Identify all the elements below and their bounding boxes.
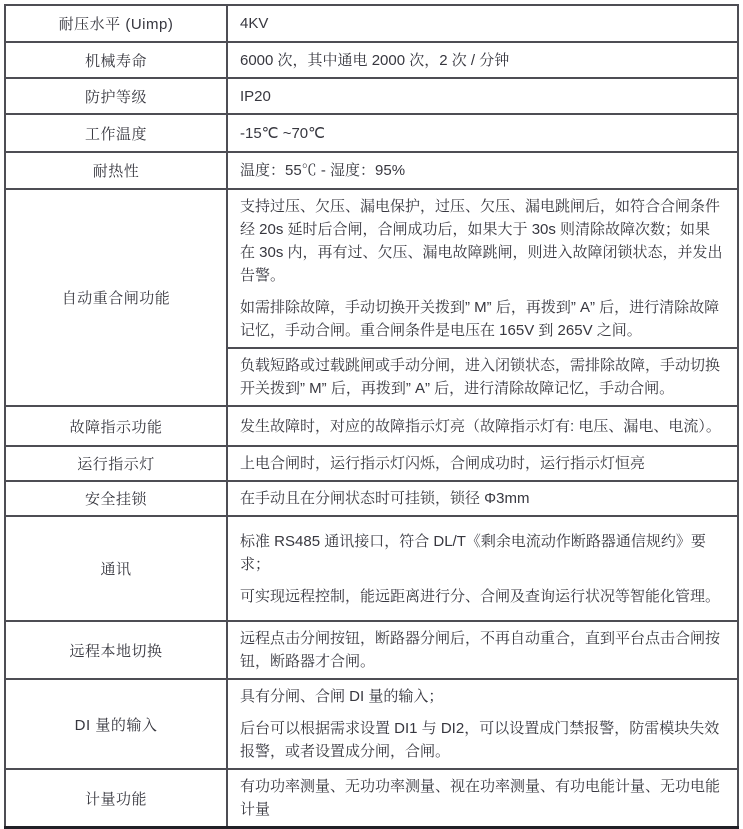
spec-value: [227, 348, 738, 406]
spec-value: [227, 189, 738, 348]
spec-paragraph: 发生故障时，对应的故障指示灯亮（故障指示灯有: 电压、漏电、电流）。: [240, 417, 721, 435]
spec-label: 安全挂锁: [5, 481, 227, 516]
table-row: [5, 42, 738, 78]
spec-label: 运行指示灯: [5, 446, 227, 481]
spec-label: 工作温度: [5, 114, 227, 152]
spec-paragraph: 温度：55℃ - 湿度：95%: [240, 162, 406, 179]
spec-label: 远程本地切换: [5, 621, 227, 679]
spec-paragraph: 标准 RS485 通讯接口，符合 DL/T《剩余电流动作断路器通信规约》要求；: [240, 532, 706, 573]
spec-value: [227, 42, 738, 78]
table-row: [5, 621, 738, 679]
spec-value: [227, 152, 738, 189]
table-row: [5, 152, 738, 189]
spec-paragraph: 后台可以根据需求设置 DI1 与 DI2，可以设置成门禁报警，防雷模块失效报警，或者设置成分闸，合闸。: [240, 720, 720, 760]
spec-label: 耐压水平 (Uimp): [5, 5, 227, 42]
spec-value: [227, 406, 738, 446]
spec-label: 通讯: [5, 516, 227, 621]
spec-value: [227, 446, 738, 481]
spec-value: [227, 78, 738, 114]
spec-value: [227, 621, 738, 679]
table-row: [5, 5, 738, 42]
table-row: [5, 78, 738, 114]
spec-paragraph: 支持过压、欠压、漏电保护，过压、欠压、漏电跳闸后，如符合合闸条件经 20s 延时后合闸，合闸成功后，如果大于 30s 则清除故障次数；如果在 30s 内，再有过、欠压、漏电故障跳闸，则进入故障闭锁状态，并发出告警。: [240, 198, 723, 284]
spec-paragraph: 上电合闸时，运行指示灯闪烁，合闸成功时，运行指示灯恒亮: [240, 455, 646, 472]
spec-value: [227, 516, 738, 621]
spec-label: 防护等级: [5, 78, 227, 114]
table-row: [5, 446, 738, 481]
spec-paragraph: 具有分闸、合闸 DI 量的输入；: [240, 688, 444, 705]
table-row: [5, 406, 738, 446]
table-row: [5, 679, 738, 769]
table-row: [5, 189, 738, 348]
spec-value: [227, 481, 738, 516]
spec-paragraph: 远程点击分闸按钮，断路器分闸后，不再自动重合，直到平台点击合闸按钮，断路器才合闸。: [240, 630, 721, 670]
spec-value: [227, 114, 738, 152]
spec-value: [227, 769, 738, 828]
spec-value: [227, 679, 738, 769]
spec-paragraph: 有功功率测量、无功功率测量、视在功率测量、有功电能计量、无功电能计量: [240, 778, 721, 818]
spec-label: 机械寿命: [5, 42, 227, 78]
table-row: [5, 481, 738, 516]
spec-paragraph: 在手动且在分闸状态时可挂锁，锁径 Φ3mm: [240, 490, 530, 507]
spec-paragraph: 4KV: [240, 15, 269, 32]
spec-paragraph: -15℃ ~70℃: [240, 124, 325, 142]
spec-table: [4, 4, 739, 829]
spec-paragraph: 如需排除故障，手动切换开关拨到” M” 后，再拨到” A” 后，进行清除故障记忆，手动合闸。重合闸条件是电压在 165V 到 265V 之间。: [240, 299, 720, 339]
table-row: [5, 114, 738, 152]
spec-value: [227, 5, 738, 42]
spec-paragraph: 负载短路或过载跳闸或手动分闸，进入闭锁状态，需排除故障，手动切换开关拨到” M” 后，再拨到” A” 后，进行清除故障记忆，手动合闸。: [240, 357, 721, 397]
spec-label: 计量功能: [5, 769, 227, 828]
spec-paragraph: IP20: [240, 87, 271, 105]
spec-label: 故障指示功能: [5, 406, 227, 446]
table-row: [5, 516, 738, 621]
spec-label: 自动重合闸功能: [5, 189, 227, 406]
spec-table-body: [5, 5, 738, 828]
spec-label: 耐热性: [5, 152, 227, 189]
spec-paragraph: 可实现远程控制，能远距离进行分、合闸及查询运行状况等智能化管理。: [240, 587, 721, 605]
spec-label: DI 量的输入: [5, 679, 227, 769]
spec-paragraph: 6000 次，其中通电 2000 次，2 次 / 分钟: [240, 51, 510, 69]
table-row: [5, 769, 738, 828]
